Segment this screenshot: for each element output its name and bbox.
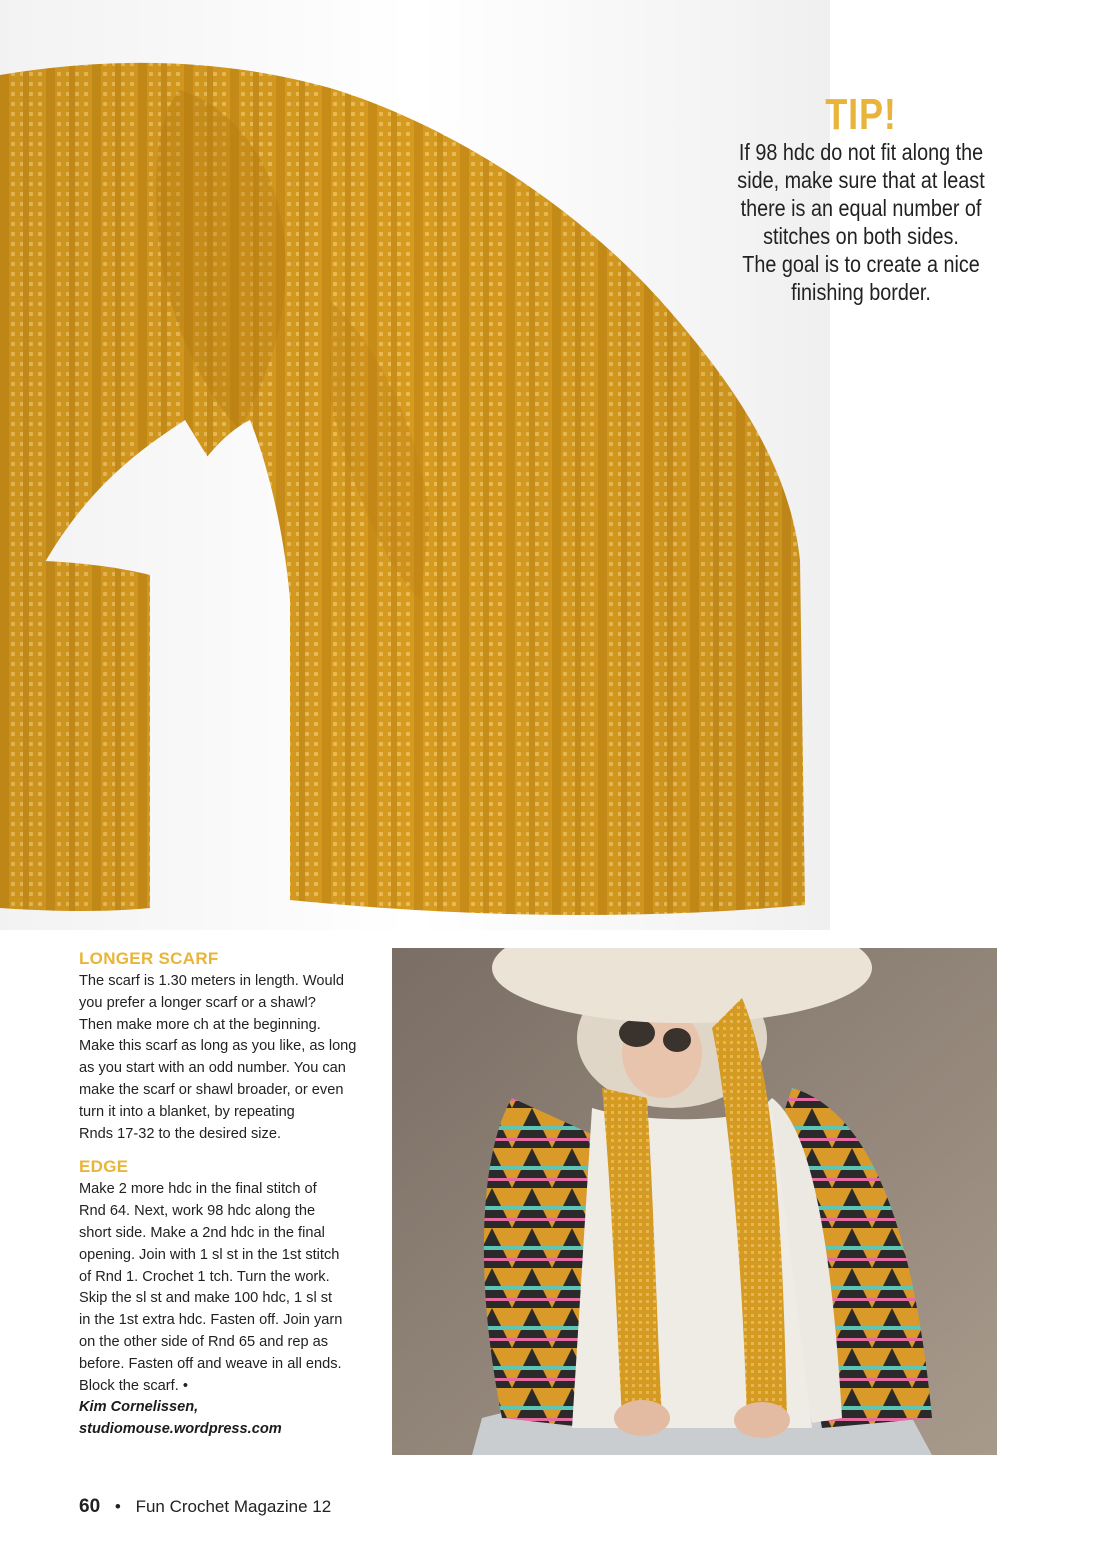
body-line: in the 1st extra hdc. Fasten off. Join yarn xyxy=(79,1312,343,1329)
body-line: you prefer a longer scarf or a shawl? xyxy=(79,994,316,1011)
body-line: short side. Make a 2nd hdc in the final xyxy=(79,1224,325,1241)
body-line: before. Fasten off and weave in all ends. xyxy=(79,1355,342,1372)
magazine-title: Fun Crochet Magazine 12 xyxy=(135,1497,332,1516)
page-footer xyxy=(79,1496,331,1518)
body-line: on the other side of Rnd 65 and rep as xyxy=(79,1333,329,1350)
tip-line: side, make sure that at least xyxy=(737,167,985,193)
body-line: Then make more ch at the beginning. xyxy=(79,1016,321,1033)
tip-title: TIP! xyxy=(825,90,897,139)
body-line: turn it into a blanket, by repeating xyxy=(79,1103,295,1120)
longer-scarf-body xyxy=(79,971,379,1145)
author-website[interactable]: studiomouse.wordpress.com xyxy=(79,1421,282,1438)
body-line: make the scarf or shawl broader, or even xyxy=(79,1081,344,1098)
edge-heading: EDGE xyxy=(79,1157,129,1177)
page-number: 60 xyxy=(79,1496,101,1517)
body-line: Rnd 64. Next, work 98 hdc along the xyxy=(79,1203,316,1220)
tip-line: there is an equal number of xyxy=(740,195,982,221)
body-line: as you start with an odd number. You can xyxy=(79,1060,346,1077)
instructions-column xyxy=(79,947,379,1441)
edge-body xyxy=(79,1179,379,1397)
body-line: Make this scarf as long as you like, as long xyxy=(79,1038,357,1055)
tip-line: finishing border. xyxy=(791,279,931,305)
body-line: Make 2 more hdc in the final stitch of xyxy=(79,1181,317,1198)
body-line: Rnds 17-32 to the desired size. xyxy=(79,1125,281,1142)
longer-scarf-heading: LONGER SCARF xyxy=(79,949,219,968)
tip-line: The goal is to create a nice xyxy=(742,251,980,277)
body-line: of Rnd 1. Crochet 1 tch. Turn the work. xyxy=(79,1268,330,1285)
tip-box xyxy=(700,92,1022,306)
tip-line: If 98 hdc do not fit along the xyxy=(738,139,984,165)
tip-line: stitches on both sides. xyxy=(763,223,959,249)
body-line: Block the scarf. • xyxy=(79,1377,188,1394)
body-line: opening. Join with 1 sl st in the 1st stitch xyxy=(79,1246,340,1263)
tip-body xyxy=(698,138,1025,306)
body-line: Skip the sl st and make 100 hdc, 1 sl st xyxy=(79,1290,333,1307)
model-photo xyxy=(392,948,997,1455)
body-line: The scarf is 1.30 meters in length. Would xyxy=(79,973,344,989)
footer-separator: • xyxy=(114,1497,121,1516)
author-name: Kim Cornelissen, xyxy=(79,1399,199,1416)
author-signature xyxy=(79,1397,379,1441)
